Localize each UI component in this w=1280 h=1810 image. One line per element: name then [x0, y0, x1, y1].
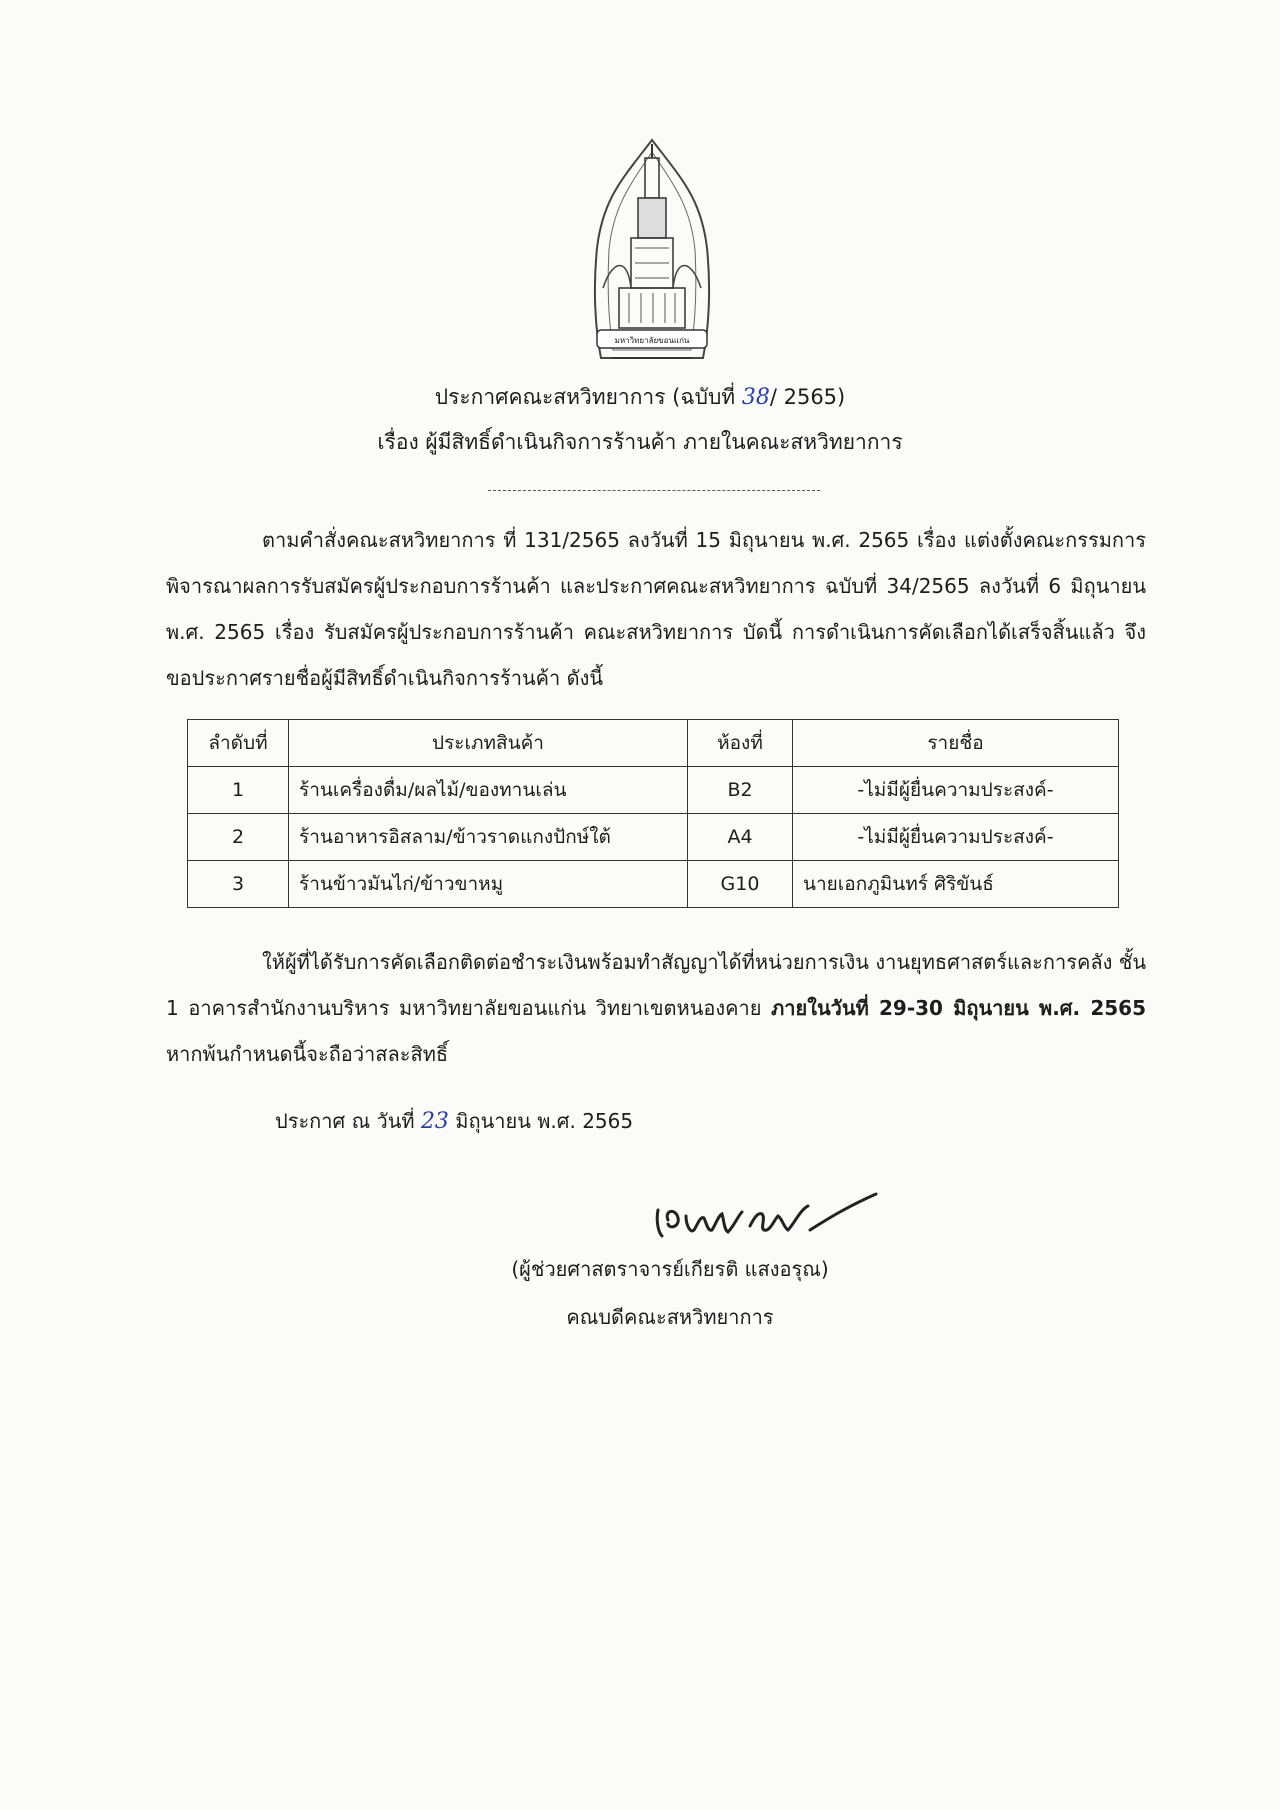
signer-position: คณบดีคณะสหวิทยาการ: [566, 1305, 774, 1329]
cell-no: 1: [188, 767, 289, 814]
body-paragraph-2: [166, 939, 1146, 1077]
cell-no: 3: [188, 861, 289, 908]
shop-table: [187, 719, 1119, 908]
paragraph-2-deadline: ภายในวันที่ 29-30 มิถุนายน พ.ศ. 2565: [771, 996, 1146, 1020]
table-row: [188, 814, 1119, 861]
paragraph-2-tail: หากพ้นกำหนดนี้จะถือว่าสละสิทธิ์: [166, 1042, 449, 1066]
title-suffix: / 2565): [769, 385, 846, 409]
cell-name: -ไม่มีผู้ยื่นความประสงค์-: [793, 814, 1119, 861]
cell-type: ร้านข้าวมันไก่/ข้าวขาหมู: [289, 861, 688, 908]
body-paragraph-1: [166, 517, 1146, 701]
cell-no: 2: [188, 814, 289, 861]
title-prefix: ประกาศคณะสหวิทยาการ (ฉบับที่: [434, 385, 742, 409]
header-room: ห้องที่: [688, 720, 793, 767]
announcement-subject: เรื่อง ผู้มีสิทธิ์ดำเนินกิจการร้านค้า ภายในคณะสหวิทยาการ: [377, 430, 903, 454]
cell-type: ร้านอาหารอิสลาม/ข้าวราดแกงปักษ์ใต้: [289, 814, 688, 861]
announcement-title: [0, 381, 1280, 414]
cell-room: B2: [688, 767, 793, 814]
paragraph-1-text: ตามคำสั่งคณะสหวิทยาการ ที่ 131/2565 ลงวันที่ 15 มิถุนายน พ.ศ. 2565 เรื่อง แต่งตั้งคณะกรรมการพิจารณาผลการรับสมัครผู้ประกอบการร้านค้า และประกาศคณะสหวิทยาการ ฉบับที่ 34/2565 ลงวันที่ 6 มิถุนายน พ.ศ. 2565 เรื่อง รับสมัครผู้ประกอบการร้านค้า คณะสหวิทยาการ บัดนี้ การดำเนินการคัดเลือกได้เสร็จสิ้นแล้ว จึงขอประกาศรายชื่อผู้มีสิทธิ์ดำเนินกิจการร้านค้า ดังนี้: [166, 528, 1146, 690]
signer-name: (ผู้ช่วยศาสตราจารย์เกียรติ แสงอรุณ): [511, 1257, 829, 1281]
header-type: ประเภทสินค้า: [289, 720, 688, 767]
logo-banner-text: มหาวิทยาลัยขอนแก่น: [614, 336, 690, 345]
table-header-row: [188, 720, 1119, 767]
date-suffix: มิถุนายน พ.ศ. 2565: [448, 1109, 634, 1133]
announcement-date: [275, 1105, 633, 1137]
date-day-handwritten: 23: [420, 1109, 449, 1134]
header-no: ลำดับที่: [188, 720, 289, 767]
cell-room: A4: [688, 814, 793, 861]
header-name: รายชื่อ: [793, 720, 1119, 767]
title-divider: [488, 490, 820, 491]
table-row: [188, 861, 1119, 908]
cell-room: G10: [688, 861, 793, 908]
issue-number-handwritten: 38: [741, 385, 770, 410]
university-emblem-logo: [583, 138, 721, 374]
date-prefix: ประกาศ ณ วันที่: [275, 1109, 421, 1133]
table-row: [188, 767, 1119, 814]
cell-name: นายเอกภูมินทร์ ศิริขันธ์: [793, 861, 1119, 908]
handwritten-signature: [650, 1180, 885, 1250]
paragraph-2-text: ให้ผู้ที่ได้รับการคัดเลือกติดต่อชำระเงินพร้อมทำสัญญาได้ที่หน่วยการเงิน งานยุทธศาสตร์และการคลัง ชั้น 1 อาคารสำนักงานบริหาร มหาวิทยาลัยขอนแก่น วิทยาเขตหนองคาย: [166, 950, 1146, 1020]
cell-type: ร้านเครื่องดื่ม/ผลไม้/ของทานเล่น: [289, 767, 688, 814]
cell-name: -ไม่มีผู้ยื่นความประสงค์-: [793, 767, 1119, 814]
